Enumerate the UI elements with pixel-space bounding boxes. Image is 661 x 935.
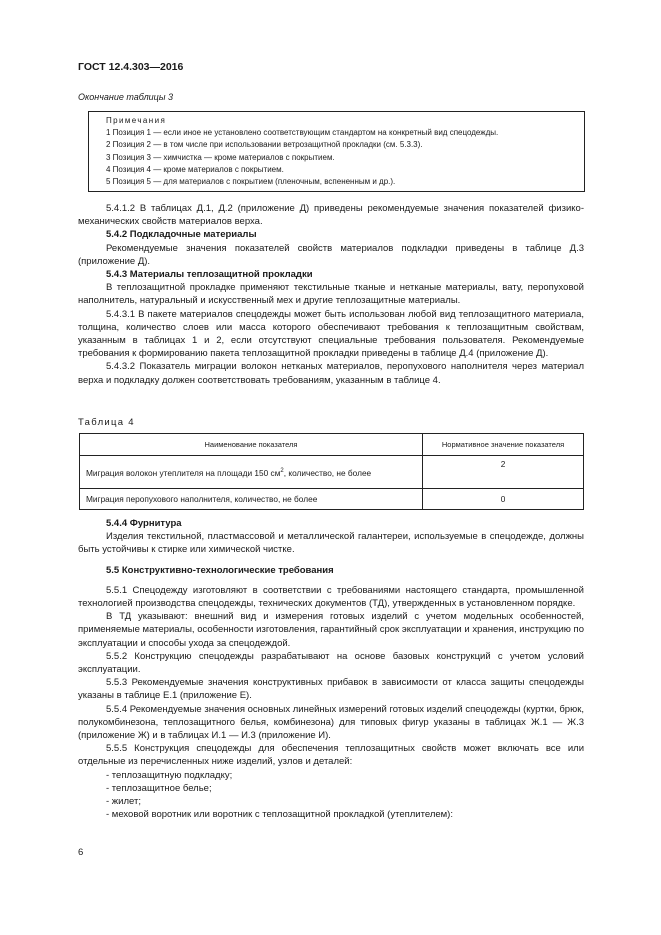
standard-header: ГОСТ 12.4.303—2016 — [78, 61, 184, 73]
list-item: - жилет; — [106, 796, 141, 808]
paragraph: 5.5.4 Рекомендуемые значения основных линейных измерений готовых изделий спецодежды (куртки, брюк, полукомбинезона, теплозащитного белья, комбинезона) для типовых фигур указаны в таблицах Ж.1 — Ж.3 (приложение Ж) и в таблицах И.1 — И.3 (приложение И). — [78, 703, 584, 742]
note-item: 5 Позиция 5 — для материалов с покрытием (пленочным, вспененным и др.). — [106, 177, 396, 187]
paragraph: 5.4.3.2 Показатель миграции волокон нетканых материалов, перопухового наполнителя через материал верха и подкладку должен соответствовать требованиям, указанным в таблице 4. — [78, 361, 584, 386]
column-header: Нормативное значение показателя — [423, 434, 584, 456]
paragraph: В ТД указывают: внешний вид и измерения готовых изделий с учетом модельных особенностей, применяемые материалы, особенности изготовления, гарантийный срок эксплуатации и хранения, инструкцию по эксплуатации и способы ухода за спецодеждой. — [78, 611, 584, 649]
table-4-label: Таблица 4 — [78, 417, 135, 428]
table-4 — [79, 433, 584, 510]
page-number: 6 — [78, 847, 84, 858]
paragraph: 5.5.5 Конструкция спецодежды для обеспечения теплозащитных свойств может включать все или отдельные из перечисленных ниже изделий, узлов и деталей: — [78, 743, 584, 768]
paragraph: Изделия текстильной, пластмассовой и металлической галантереи, используемые в спецодежде, должны быть устойчивы к стирке или химической чистке. — [78, 531, 584, 556]
section-5-4-text — [78, 202, 584, 387]
table-cell-value: 0 — [423, 489, 584, 510]
list-item: - теплозащитное белье; — [106, 782, 212, 794]
column-header: Наименование показателя — [80, 434, 423, 456]
notes-title: Примечания — [106, 116, 167, 125]
section-heading: 5.4.4 Фурнитура — [106, 518, 182, 529]
note-item: 1 Позиция 1 — если иное не установлено соответствующим стандартом на конкретный вид спецодежды. — [106, 128, 499, 138]
note-item: 2 Позиция 2 — в том числе при использовании ветрозащитной прокладки (см. 5.3.3). — [106, 140, 423, 150]
section-heading: 5.5 Конструктивно-технологические требования — [106, 564, 334, 576]
section-heading: 5.4.3 Материалы теплозащитной прокладки — [106, 269, 313, 281]
table-row — [80, 489, 584, 510]
paragraph: Рекомендуемые значения показателей свойств материалов подкладки приведены в таблице Д.3 (приложение Д). — [78, 242, 584, 267]
table-row — [80, 456, 584, 489]
table-cell-name: Миграция перопухового наполнителя, количество, не более — [80, 489, 423, 510]
note-item: 4 Позиция 4 — кроме материалов с покрытием. — [106, 164, 284, 174]
table-continuation-caption: Окончание таблицы 3 — [78, 92, 173, 102]
paragraph: 5.5.1 Спецодежду изготовляют в соответствии с требованиями настоящего стандарта, промышленной технологией производства спецодежды, технических документов (ТД), утвержденных в установленном порядке. — [78, 584, 584, 610]
section-5-4-4-5-5-text — [78, 517, 584, 821]
list-item: - теплозащитную подкладку; — [106, 769, 233, 781]
table-cell-name: Миграция волокон утеплителя на площади 150 $см^2$, количество, не более — [80, 456, 423, 489]
paragraph: 5.5.2 Конструкцию спецодежды разрабатывают на основе базовых конструкций с учетом условий эксплуатации. — [78, 650, 584, 676]
paragraph: 5.4.1.2 В таблицах Д.1, Д.2 (приложение Д) приведены рекомендуемые значения показателей физико-механических свойств материалов верха. — [78, 203, 584, 228]
paragraph: 5.4.3.1 В пакете материалов спецодежды может быть использован любой вид теплозащитного материала, толщина, количество слоев или масса которого обеспечивают требования к теплозащитным свойствам, указанным в таблицах 1 и 2, если отсутствуют специальные требования пользователя. Рекомендуемые требования к формированию пакета теплозащитной прокладки приведены в таблице Д.4 (приложение Д). — [78, 308, 584, 360]
notes-box — [88, 111, 585, 192]
list-item: - меховой воротник или воротник с теплозащитной прокладкой (утеплителем): — [106, 809, 453, 821]
section-heading: 5.4.2 Подкладочные материалы — [106, 229, 257, 241]
table-cell-value: 2 — [423, 456, 584, 489]
paragraph: В теплозащитной прокладке применяют текстильные тканые и нетканые материалы, вату, перопуховой наполнитель, натуральный и искусственный мех и другие теплозащитные материалы. — [78, 282, 584, 307]
note-item: 3 Позиция 3 — химчистка — кроме материалов с покрытием. — [106, 152, 335, 162]
paragraph: 5.5.3 Рекомендуемые значения конструктивных прибавок в зависимости от класса защиты спецодежды указаны в таблице Е.1 (приложение Е). — [78, 677, 584, 702]
table-header-row — [80, 434, 584, 456]
